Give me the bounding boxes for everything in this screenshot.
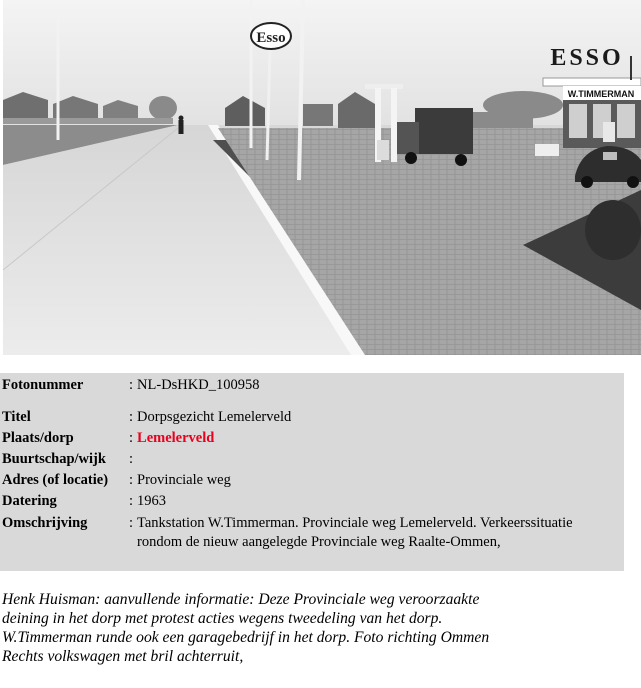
field-label: Adres (of locatie) [2,472,109,488]
pedestrian [179,116,184,135]
field-value: 1963 [137,493,167,509]
historical-photo [3,0,641,355]
pole-sign-text: Esso [256,30,286,46]
station-sign-text: ESSO [550,45,624,71]
barrel [535,144,559,156]
field-label: Titel [2,409,31,425]
field-value: Provinciale weg [137,472,231,488]
field-value: NL-DsHKD_100958 [137,377,260,393]
field-label: Datering [2,493,57,509]
field-label: Buurtschap/wijk [2,451,106,467]
fascia-text: W.TIMMERMAN [567,89,635,99]
field-label: Plaats/dorp [2,430,74,446]
field-label: Omschrijving [2,515,88,531]
photo-scene [3,0,641,355]
field-value: Dorpsgezicht Lemelerveld [137,409,292,425]
field-label: Fotonummer [2,377,84,393]
hedge [585,200,641,260]
field-value: Tankstation W.Timmerman. Provinciale weg Lemelerveld. Verkeerssituatie rondom de nieuw aangelegde Provinciale weg Raalte-Ommen, [137,515,573,550]
photo-record: Fotonummer : NL-DsHKD_100958 Titel : Dorpsgezicht Lemelerveld Plaats/dorp : Lemelerveld Buurtschap/wijk : Adres (of locatie) : Provinciale weg Datering : 1963 Omschrijving : Tankstation W.Timmerman. Provinciale weg Lemelerveld. Verkeerssituatie rondom de nieuw aangelegde Provinciale weg Raalte-Ommen, [0,373,624,571]
additional-info: Henk Huisman: aanvullende informatie: Deze Provinciale weg veroorzaakte deining in het dorp met protest acties wegens tweedeling van het dorp. W.Timmerman runde ook een garagebedrijf in het dorp. Foto richting Ommen Rechts volkswagen met bril achterruit, [2,591,490,665]
field-value-highlight: Lemelerveld [137,430,215,446]
